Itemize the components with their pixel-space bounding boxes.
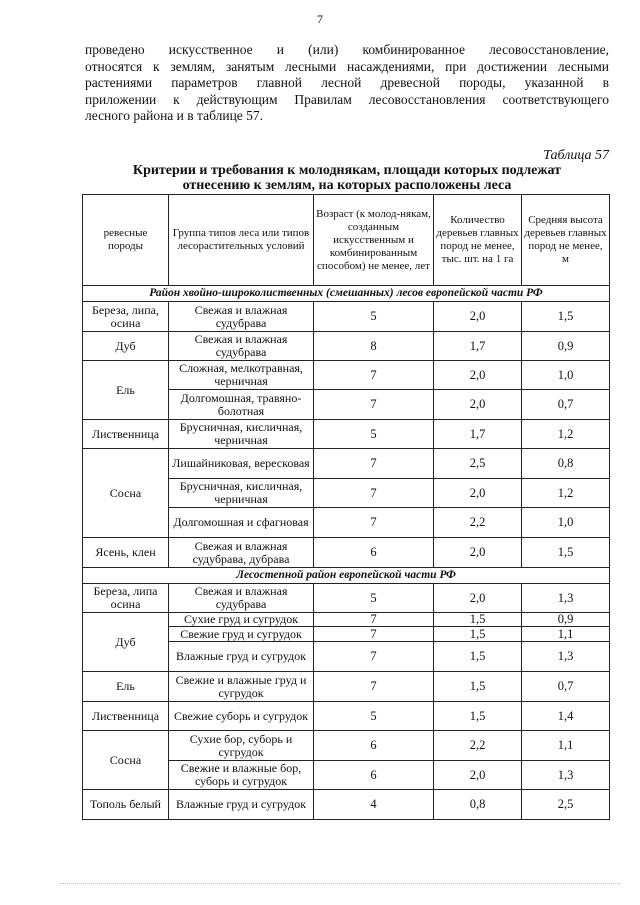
- height-cell: 2,5: [522, 790, 610, 820]
- age-cell: 5: [314, 584, 434, 613]
- age-cell: 6: [314, 761, 434, 790]
- tree-count-cell: 2,0: [434, 479, 522, 508]
- species-cell: Береза, липа осина: [83, 584, 169, 613]
- table-label: Таблица 57: [543, 148, 609, 163]
- table-row: [83, 731, 610, 761]
- height-cell: 1,5: [522, 302, 610, 332]
- height-cell: 1,5: [522, 538, 610, 568]
- height-cell: 1,1: [522, 731, 610, 761]
- height-cell: 1,1: [522, 627, 610, 642]
- tree-count-cell: 1,7: [434, 332, 522, 361]
- forest-type-cell: Свежие и влажные груд и сугрудок: [169, 672, 314, 702]
- age-cell: 7: [314, 479, 434, 508]
- species-cell: Лиственница: [83, 420, 169, 449]
- tree-count-cell: 1,5: [434, 702, 522, 731]
- height-cell: 0,7: [522, 672, 610, 702]
- intro-line: относятся к землям, занятым лесными насаждениями, при достижении лесными: [85, 58, 609, 74]
- species-cell: Сосна: [83, 449, 169, 538]
- age-cell: 5: [314, 302, 434, 332]
- tree-count-cell: 2,0: [434, 538, 522, 568]
- forest-type-cell: Сухие груд и сугрудок: [169, 613, 314, 627]
- table-header-row: [83, 195, 610, 286]
- table-body: [83, 286, 610, 820]
- section-title: Лесостепной район европейской части РФ: [83, 568, 610, 584]
- height-cell: 1,2: [522, 479, 610, 508]
- height-cell: 0,8: [522, 449, 610, 479]
- table-title-line: Критерии и требования к молоднякам, площади которых подлежат: [132, 163, 562, 178]
- species-cell: Ясень, клен: [83, 538, 169, 568]
- tree-count-cell: 2,0: [434, 302, 522, 332]
- tree-count-cell: 1,5: [434, 613, 522, 627]
- table-row: [83, 449, 610, 479]
- age-cell: 7: [314, 672, 434, 702]
- age-cell: 5: [314, 702, 434, 731]
- intro-line: приложении к действующим Правилам лесовосстановления соответствующего: [85, 91, 609, 107]
- forest-type-cell: Свежая и влажная судубрава: [169, 302, 314, 332]
- forest-type-cell: Свежая и влажная судубрава: [169, 332, 314, 361]
- tree-count-cell: 2,0: [434, 584, 522, 613]
- height-cell: 0,9: [522, 332, 610, 361]
- height-cell: 1,3: [522, 761, 610, 790]
- height-cell: 1,0: [522, 361, 610, 390]
- species-cell: Ель: [83, 361, 169, 420]
- forest-type-cell: Долгомошная и сфагновая: [169, 508, 314, 538]
- section-row: [83, 286, 610, 302]
- table-row: [83, 584, 610, 613]
- forest-type-cell: Сухие бор, суборь и сугрудок: [169, 731, 314, 761]
- species-cell: Дуб: [83, 332, 169, 361]
- forest-type-cell: Влажные груд и сугрудок: [169, 642, 314, 672]
- height-cell: 1,4: [522, 702, 610, 731]
- tree-count-cell: 0,8: [434, 790, 522, 820]
- table-row: [83, 613, 610, 627]
- column-header-tree-count: Количество деревьев главных пород не менее, тыс. шт. на 1 га: [434, 195, 522, 286]
- forest-type-cell: Лишайниковая, вересковая: [169, 449, 314, 479]
- species-cell: Сосна: [83, 731, 169, 790]
- species-cell: Дуб: [83, 613, 169, 672]
- forest-type-cell: Свежие груд и сугрудок: [169, 627, 314, 642]
- tree-count-cell: 2,0: [434, 761, 522, 790]
- table-row: [83, 420, 610, 449]
- forest-type-cell: Влажные груд и сугрудок: [169, 790, 314, 820]
- forest-type-cell: Брусничная, кисличная, черничная: [169, 479, 314, 508]
- intro-line: лесного района и в таблице 57.: [85, 108, 264, 124]
- age-cell: 7: [314, 361, 434, 390]
- table-row: [83, 361, 610, 390]
- forest-type-cell: Свежие и влажные бор, суборь и сугрудок: [169, 761, 314, 790]
- height-cell: 1,0: [522, 508, 610, 538]
- criteria-table: [82, 194, 610, 820]
- forest-type-cell: Свежие суборь и сугрудок: [169, 702, 314, 731]
- tree-count-cell: 1,5: [434, 672, 522, 702]
- forest-type-cell: Сложная, мелкотравная, черничная: [169, 361, 314, 390]
- column-header-age: Возраст (к молод-някам, созданным искусственным и комбинированным способом) не менее, лет: [314, 195, 434, 286]
- age-cell: 4: [314, 790, 434, 820]
- column-header-species: ревесные породы: [83, 195, 169, 286]
- intro-line: проведено искусственное и (или) комбинированное лесовосстановление,: [85, 42, 609, 57]
- age-cell: 7: [314, 627, 434, 642]
- table-row: [83, 332, 610, 361]
- species-cell: Береза, липа, осина: [83, 302, 169, 332]
- height-cell: 1,3: [522, 584, 610, 613]
- height-cell: 1,3: [522, 642, 610, 672]
- height-cell: 0,9: [522, 613, 610, 627]
- forest-type-cell: Брусничная, кисличная, черничная: [169, 420, 314, 449]
- forest-type-cell: Свежая и влажная судубрава, дубрава: [169, 538, 314, 568]
- section-title: Район хвойно-широколиственных (смешанных) лесов европейской части РФ: [83, 286, 610, 302]
- species-cell: Тополь белый: [83, 790, 169, 820]
- species-cell: Ель: [83, 672, 169, 702]
- forest-type-cell: Свежая и влажная судубрава: [169, 584, 314, 613]
- page-bottom-artifact: [60, 883, 620, 888]
- height-cell: 1,2: [522, 420, 610, 449]
- age-cell: 6: [314, 731, 434, 761]
- tree-count-cell: 2,2: [434, 508, 522, 538]
- tree-count-cell: 1,7: [434, 420, 522, 449]
- section-row: [83, 568, 610, 584]
- forest-type-cell: Долгомошная, травяно-болотная: [169, 390, 314, 420]
- age-cell: 7: [314, 449, 434, 479]
- species-cell: Лиственница: [83, 702, 169, 731]
- tree-count-cell: 1,5: [434, 642, 522, 672]
- age-cell: 7: [314, 613, 434, 627]
- tree-count-cell: 2,2: [434, 731, 522, 761]
- tree-count-cell: 2,0: [434, 390, 522, 420]
- tree-count-cell: 2,5: [434, 449, 522, 479]
- age-cell: 7: [314, 642, 434, 672]
- age-cell: 5: [314, 420, 434, 449]
- age-cell: 7: [314, 390, 434, 420]
- height-cell: 0,7: [522, 390, 610, 420]
- tree-count-cell: 1,5: [434, 627, 522, 642]
- intro-line: растениями параметров главной лесной древесной породы, указанной в: [85, 75, 609, 91]
- page-number: 7: [317, 12, 323, 26]
- table-row: [83, 702, 610, 731]
- table-row: [83, 790, 610, 820]
- column-header-forest-type: Группа типов леса или типов лесорастительных условий: [169, 195, 314, 286]
- table-row: [83, 302, 610, 332]
- age-cell: 8: [314, 332, 434, 361]
- table-row: [83, 672, 610, 702]
- table-row: [83, 538, 610, 568]
- tree-count-cell: 2,0: [434, 361, 522, 390]
- intro-paragraph: [85, 42, 609, 125]
- column-header-height: Средняя высота деревьев главных пород не менее, м: [522, 195, 610, 286]
- table-title-line: отнесению к землям, на которых расположены леса: [182, 178, 512, 193]
- age-cell: 7: [314, 508, 434, 538]
- table-title: [85, 163, 609, 193]
- age-cell: 6: [314, 538, 434, 568]
